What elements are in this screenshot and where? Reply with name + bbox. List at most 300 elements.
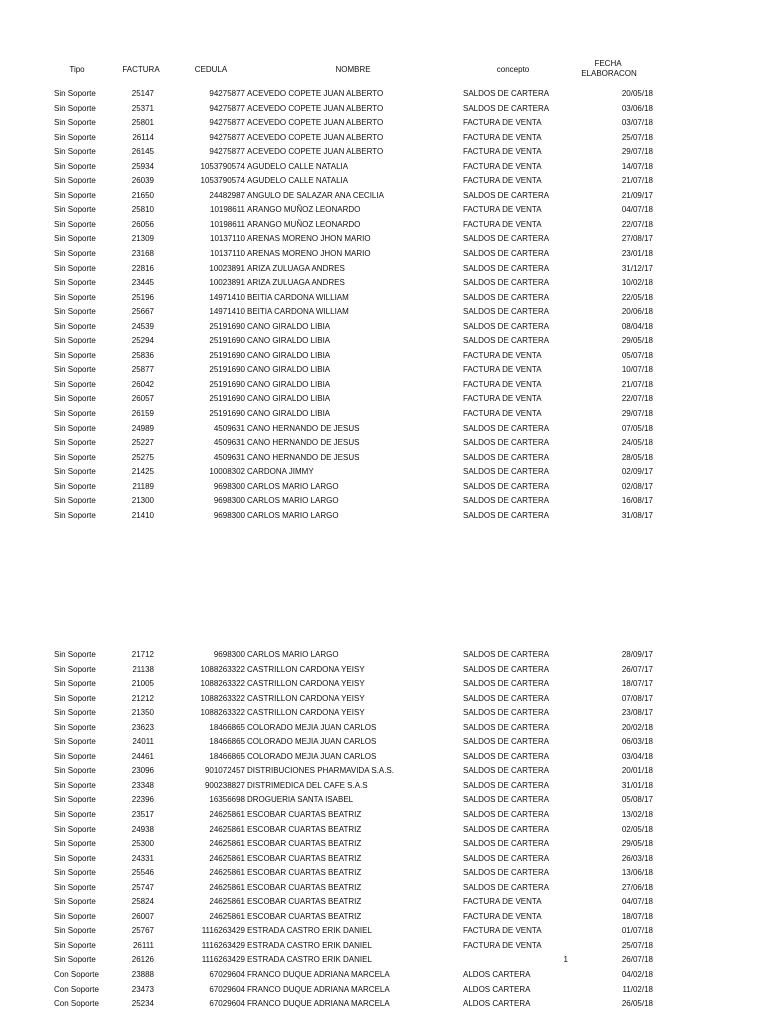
cell-concepto: ALDOS CARTERA <box>463 984 531 994</box>
cell-fecha: 31/08/17 <box>621 510 653 520</box>
table-row <box>0 793 768 808</box>
cell-tipo: Sin Soporte <box>54 379 96 389</box>
table-row <box>0 953 768 968</box>
cell-factura: 24461 <box>131 751 154 761</box>
cell-concepto: FACTURA DE VENTA <box>463 147 542 157</box>
cell-nombre: COLORADO MEJIA JUAN CARLOS <box>247 737 377 747</box>
cell-factura: 25810 <box>131 205 154 215</box>
table-row <box>0 392 768 407</box>
cell-cedula: 24625861 <box>209 897 245 907</box>
cell-tipo: Sin Soporte <box>54 751 96 761</box>
table-row <box>0 378 768 393</box>
cell-cedula: 18466865 <box>209 737 245 747</box>
cell-cedula: 24482987 <box>209 190 245 200</box>
cell-tipo: Sin Soporte <box>54 205 96 215</box>
cell-tipo: Sin Soporte <box>54 708 96 718</box>
cell-cedula: 1116263429 <box>201 955 245 965</box>
cell-cedula: 25191690 <box>209 336 245 346</box>
table-row <box>0 465 768 480</box>
cell-factura: 26126 <box>131 955 154 965</box>
cell-tipo: Sin Soporte <box>54 897 96 907</box>
cell-nombre: ARANGO MUÑOZ LEONARDO <box>247 205 361 215</box>
cell-nombre: COLORADO MEJIA JUAN CARLOS <box>247 722 377 732</box>
cell-fecha: 18/07/18 <box>621 911 653 921</box>
cell-factura: 25546 <box>131 868 154 878</box>
cell-concepto: FACTURA DE VENTA <box>463 911 542 921</box>
table-row <box>0 305 768 320</box>
cell-concepto: SALDOS DE CARTERA <box>463 278 550 288</box>
cell-fecha: 23/01/18 <box>621 249 653 259</box>
cell-fecha: 29/05/18 <box>621 336 653 346</box>
cell-nombre: ACEVEDO COPETE JUAN ALBERTO <box>247 103 384 113</box>
cell-tipo: Sin Soporte <box>54 766 96 776</box>
cell-concepto: FACTURA DE VENTA <box>463 394 542 404</box>
table-row <box>0 509 768 524</box>
table-row <box>0 436 768 451</box>
table-row <box>0 232 768 247</box>
cell-concepto: FACTURA DE VENTA <box>463 365 542 375</box>
cell-factura: 26111 <box>132 940 154 950</box>
cell-nombre: CANO HERNANDO DE JESUS <box>247 423 360 433</box>
cell-fecha: 25/07/18 <box>621 132 653 142</box>
cell-concepto: SALDOS DE CARTERA <box>463 737 550 747</box>
table-row <box>0 87 768 102</box>
cell-cedula: 24625861 <box>209 810 245 820</box>
cell-cedula: 1088263322 <box>200 693 245 703</box>
cell-cedula: 24625861 <box>209 839 245 849</box>
cell-nombre: ACEVEDO COPETE JUAN ALBERTO <box>247 118 384 128</box>
cell-tipo: Sin Soporte <box>54 452 96 462</box>
cell-nombre: CANO HERNANDO DE JESUS <box>247 438 360 448</box>
cell-nombre: ANGULO DE SALAZAR ANA CECILIA <box>247 190 384 200</box>
header-fecha-line2: ELABORACON <box>581 69 637 78</box>
cell-cedula: 10008302 <box>209 467 245 477</box>
cell-nombre: ESCOBAR CUARTAS BEATRIZ <box>247 911 362 921</box>
cell-nombre: ESCOBAR CUARTAS BEATRIZ <box>247 810 362 820</box>
table-row <box>0 706 768 721</box>
cell-fecha: 28/09/17 <box>621 650 653 659</box>
cell-nombre: ESCOBAR CUARTAS BEATRIZ <box>247 824 362 834</box>
cell-tipo: Sin Soporte <box>54 132 96 142</box>
cell-factura: 22396 <box>131 795 154 805</box>
cell-tipo: Con Soporte <box>54 999 99 1009</box>
cell-cedula: 10023891 <box>209 278 245 288</box>
table-row <box>0 750 768 765</box>
table-row <box>0 823 768 838</box>
cell-concepto: FACTURA DE VENTA <box>463 205 542 215</box>
cell-concepto: FACTURA DE VENTA <box>463 219 542 229</box>
cell-cedula: 25191690 <box>209 409 245 419</box>
cell-factura: 26042 <box>131 379 154 389</box>
header-tipo: Tipo <box>69 65 85 74</box>
cell-fecha: 26/05/18 <box>621 999 653 1009</box>
table-row <box>0 160 768 175</box>
table-row <box>0 247 768 262</box>
table-row <box>0 349 768 364</box>
cell-fecha: 22/07/18 <box>621 394 653 404</box>
cell-concepto: FACTURA DE VENTA <box>463 379 542 389</box>
cell-factura: 23623 <box>131 722 154 732</box>
cell-fecha: 10/02/18 <box>621 278 653 288</box>
cell-cedula: 18466865 <box>209 751 245 761</box>
cell-nombre: CARDONA JIMMY <box>247 467 314 477</box>
cell-factura: 25275 <box>131 452 154 462</box>
table-row <box>0 808 768 823</box>
cell-nombre: CANO GIRALDO LIBIA <box>247 409 331 419</box>
cell-fecha: 26/07/18 <box>621 955 653 965</box>
table-row <box>0 407 768 422</box>
cell-nombre: ESTRADA CASTRO ERIK DANIEL <box>247 940 372 950</box>
cell-cedula: 94275877 <box>209 89 245 98</box>
cell-nombre: FRANCO DUQUE ADRIANA MARCELA <box>247 970 390 980</box>
cell-cedula: 94275877 <box>209 118 245 128</box>
cell-factura: 25371 <box>131 103 154 113</box>
cell-fecha: 08/04/18 <box>621 321 653 331</box>
cell-nombre: ESCOBAR CUARTAS BEATRIZ <box>247 868 362 878</box>
cell-cedula: 94275877 <box>209 103 245 113</box>
cell-factura: 24938 <box>131 824 154 834</box>
cell-concepto: FACTURA DE VENTA <box>463 940 542 950</box>
cell-tipo: Sin Soporte <box>54 219 96 229</box>
table-row <box>0 677 768 692</box>
cell-factura: 25836 <box>131 350 154 360</box>
cell-tipo: Sin Soporte <box>54 839 96 849</box>
cell-nombre: ESTRADA CASTRO ERIK DANIEL <box>247 926 372 936</box>
cell-nombre: CARLOS MARIO LARGO <box>247 510 339 520</box>
cell-fecha: 31/01/18 <box>621 780 653 790</box>
cell-factura: 24331 <box>131 853 154 863</box>
header-nombre: NOMBRE <box>335 65 371 74</box>
table-row <box>0 692 768 707</box>
cell-nombre: ARIZA ZULUAGA ANDRES <box>247 263 345 273</box>
header-fecha-line1: FECHA <box>594 59 622 68</box>
cell-nombre: CANO GIRALDO LIBIA <box>247 394 331 404</box>
cell-nombre: BEITIA CARDONA WILLIAM <box>247 307 349 317</box>
cell-nombre: AGUDELO CALLE NATALIA <box>247 176 349 186</box>
cell-tipo: Sin Soporte <box>54 481 96 491</box>
table-row <box>0 663 768 678</box>
cell-cedula: 1116263429 <box>201 940 245 950</box>
cell-factura: 25196 <box>131 292 154 302</box>
cell-cedula: 67029604 <box>209 999 245 1009</box>
cell-tipo: Sin Soporte <box>54 693 96 703</box>
cell-factura: 23517 <box>131 810 154 820</box>
header-cedula: CEDULA <box>194 65 228 74</box>
cell-factura: 25767 <box>131 926 154 936</box>
cell-fecha: 13/06/18 <box>621 868 653 878</box>
table-row <box>0 997 768 1012</box>
cell-fecha: 07/08/17 <box>621 693 653 703</box>
cell-tipo: Sin Soporte <box>54 176 96 186</box>
cell-fecha: 21/07/18 <box>621 176 653 186</box>
cell-tipo: Sin Soporte <box>54 780 96 790</box>
cell-factura: 21138 <box>132 664 154 674</box>
cell-factura: 25234 <box>131 999 154 1009</box>
cell-concepto: FACTURA DE VENTA <box>463 350 542 360</box>
cell-cedula: 67029604 <box>209 970 245 980</box>
cell-nombre: ARENAS MORENO JHON MARIO <box>247 234 371 244</box>
table-section-top <box>0 87 768 523</box>
cell-fecha: 01/07/18 <box>621 926 653 936</box>
cell-fecha: 05/07/18 <box>621 350 653 360</box>
cell-factura: 25824 <box>131 897 154 907</box>
cell-concepto: SALDOS DE CARTERA <box>463 780 550 790</box>
cell-fecha: 13/02/18 <box>621 810 653 820</box>
cell-cedula: 94275877 <box>209 132 245 142</box>
cell-tipo: Sin Soporte <box>54 650 96 659</box>
cell-fecha: 18/07/17 <box>621 679 653 689</box>
cell-factura: 25747 <box>131 882 154 892</box>
cell-factura: 23888 <box>131 970 154 980</box>
table-row <box>0 203 768 218</box>
cell-tipo: Sin Soporte <box>54 853 96 863</box>
cell-factura: 24011 <box>132 737 154 747</box>
cell-cedula: 10198611 <box>210 219 245 229</box>
cell-factura: 26039 <box>131 176 154 186</box>
cell-cedula: 24625861 <box>209 853 245 863</box>
cell-tipo: Sin Soporte <box>54 307 96 317</box>
cell-cedula: 24625861 <box>209 882 245 892</box>
cell-tipo: Sin Soporte <box>54 321 96 331</box>
cell-cedula: 4509631 <box>213 423 245 433</box>
table-row <box>0 320 768 335</box>
cell-factura: 25227 <box>131 438 154 448</box>
cell-cedula: 25191690 <box>209 379 245 389</box>
cell-concepto: SALDOS DE CARTERA <box>463 839 550 849</box>
cell-cedula: 901072457 <box>204 766 245 776</box>
cell-factura: 25877 <box>131 365 154 375</box>
cell-fecha: 20/01/18 <box>621 766 653 776</box>
cell-concepto: SALDOS DE CARTERA <box>463 868 550 878</box>
cell-nombre: ARIZA ZULUAGA ANDRES <box>247 278 345 288</box>
cell-concepto: SALDOS DE CARTERA <box>463 496 550 506</box>
table-row <box>0 895 768 910</box>
cell-tipo: Sin Soporte <box>54 737 96 747</box>
cell-concepto: ALDOS CARTERA <box>463 970 531 980</box>
cell-tipo: Sin Soporte <box>54 103 96 113</box>
cell-tipo: Sin Soporte <box>54 510 96 520</box>
cell-tipo: Sin Soporte <box>54 234 96 244</box>
cell-factura: 21212 <box>131 693 154 703</box>
cell-tipo: Sin Soporte <box>54 409 96 419</box>
cell-fecha: 20/06/18 <box>621 307 653 317</box>
cell-factura: 26114 <box>132 132 154 142</box>
table-row <box>0 480 768 495</box>
cell-fecha: 23/08/17 <box>621 708 653 718</box>
cell-factura: 24539 <box>131 321 154 331</box>
cell-factura: 26057 <box>131 394 154 404</box>
cell-factura: 26145 <box>131 147 154 157</box>
cell-tipo: Sin Soporte <box>54 722 96 732</box>
cell-tipo: Sin Soporte <box>54 955 96 965</box>
cell-tipo: Sin Soporte <box>54 292 96 302</box>
cell-factura: 23168 <box>131 249 154 259</box>
cell-fecha: 10/07/18 <box>621 365 653 375</box>
cell-cedula: 14971410 <box>209 292 245 302</box>
cell-cedula: 25191690 <box>209 365 245 375</box>
cell-factura: 25667 <box>131 307 154 317</box>
cell-cedula: 10137110 <box>210 249 245 259</box>
cell-fecha: 29/07/18 <box>621 147 653 157</box>
table-row <box>0 881 768 896</box>
cell-nombre: CANO GIRALDO LIBIA <box>247 365 331 375</box>
cell-nombre: CASTRILLON CARDONA YEISY <box>247 708 365 718</box>
cell-fecha: 03/07/18 <box>621 118 653 128</box>
cell-tipo: Sin Soporte <box>54 467 96 477</box>
cell-tipo: Con Soporte <box>54 984 99 994</box>
cell-fecha: 04/07/18 <box>621 205 653 215</box>
cell-concepto: SALDOS DE CARTERA <box>463 234 550 244</box>
cell-nombre: CASTRILLON CARDONA YEISY <box>247 693 365 703</box>
cell-fecha: 24/05/18 <box>621 438 653 448</box>
cell-fecha: 02/05/18 <box>621 824 653 834</box>
table-row <box>0 189 768 204</box>
cell-nombre: CANO GIRALDO LIBIA <box>247 350 331 360</box>
cell-concepto: SALDOS DE CARTERA <box>463 467 550 477</box>
cell-fecha: 21/09/17 <box>621 190 653 200</box>
cell-cedula: 4509631 <box>213 438 245 448</box>
cell-concepto: SALDOS DE CARTERA <box>463 766 550 776</box>
cell-fecha: 26/03/18 <box>621 853 653 863</box>
cell-factura: 25294 <box>131 336 154 346</box>
table-row <box>0 764 768 779</box>
cell-concepto: SALDOS DE CARTERA <box>463 650 550 659</box>
cell-cedula: 25191690 <box>209 350 245 360</box>
cell-nombre: ESCOBAR CUARTAS BEATRIZ <box>247 897 362 907</box>
table-row <box>0 276 768 291</box>
cell-tipo: Sin Soporte <box>54 161 96 171</box>
cell-cedula: 1088263322 <box>200 708 245 718</box>
table-row <box>0 174 768 189</box>
cell-concepto: SALDOS DE CARTERA <box>463 882 550 892</box>
table-row <box>0 145 768 160</box>
cell-concepto: SALDOS DE CARTERA <box>463 438 550 448</box>
cell-tipo: Con Soporte <box>54 970 99 980</box>
table-row <box>0 721 768 736</box>
cell-concepto: SALDOS DE CARTERA <box>463 307 550 317</box>
cell-cedula: 10137110 <box>210 234 245 244</box>
cell-cedula: 900238827 <box>204 780 245 790</box>
cell-factura: 21350 <box>131 708 154 718</box>
cell-cedula: 25191690 <box>209 321 245 331</box>
cell-concepto: SALDOS DE CARTERA <box>463 292 550 302</box>
cell-concepto: FACTURA DE VENTA <box>463 926 542 936</box>
cell-nombre: ESCOBAR CUARTAS BEATRIZ <box>247 882 362 892</box>
cell-fecha: 04/02/18 <box>621 970 653 980</box>
cell-concepto: FACTURA DE VENTA <box>463 118 542 128</box>
cell-fecha: 20/05/18 <box>621 89 653 98</box>
cell-fecha: 14/07/18 <box>621 161 653 171</box>
cell-nombre: AGUDELO CALLE NATALIA <box>247 161 349 171</box>
cell-tipo: Sin Soporte <box>54 147 96 157</box>
cell-fecha: 02/08/17 <box>621 481 653 491</box>
cell-cedula: 1053790574 <box>200 161 245 171</box>
table-row <box>0 451 768 466</box>
cell-nombre: CANO GIRALDO LIBIA <box>247 379 331 389</box>
cell-fecha: 29/05/18 <box>621 839 653 849</box>
cell-factura: 21189 <box>132 481 154 491</box>
cell-nombre: CASTRILLON CARDONA YEISY <box>247 679 365 689</box>
cell-concepto: FACTURA DE VENTA <box>463 409 542 419</box>
cell-concepto: SALDOS DE CARTERA <box>463 249 550 259</box>
cell-concepto: SALDOS DE CARTERA <box>463 679 550 689</box>
cell-fecha: 02/09/17 <box>621 467 653 477</box>
cell-concepto: SALDOS DE CARTERA <box>463 321 550 331</box>
cell-concepto: SALDOS DE CARTERA <box>463 452 550 462</box>
cell-nombre: ACEVEDO COPETE JUAN ALBERTO <box>247 132 384 142</box>
cell-nombre: CANO GIRALDO LIBIA <box>247 336 331 346</box>
cell-factura: 21410 <box>131 510 154 520</box>
cell-tipo: Sin Soporte <box>54 336 96 346</box>
cell-concepto: FACTURA DE VENTA <box>463 161 542 171</box>
cell-nombre: ESTRADA CASTRO ERIK DANIEL <box>247 955 372 965</box>
cell-cedula: 10023891 <box>209 263 245 273</box>
cell-tipo: Sin Soporte <box>54 810 96 820</box>
cell-concepto: SALDOS DE CARTERA <box>463 824 550 834</box>
cell-tipo: Sin Soporte <box>54 423 96 433</box>
cell-concepto: SALDOS DE CARTERA <box>463 708 550 718</box>
cell-nombre: COLORADO MEJIA JUAN CARLOS <box>247 751 377 761</box>
cell-fecha: 03/06/18 <box>621 103 653 113</box>
cell-factura: 21300 <box>131 496 154 506</box>
cell-factura: 22816 <box>131 263 154 273</box>
cell-cedula: 24625861 <box>209 824 245 834</box>
cell-concepto: SALDOS DE CARTERA <box>463 336 550 346</box>
cell-concepto: SALDOS DE CARTERA <box>463 751 550 761</box>
cell-extra: 1 <box>563 955 568 965</box>
cell-concepto: FACTURA DE VENTA <box>463 132 542 142</box>
cell-nombre: CARLOS MARIO LARGO <box>247 481 339 491</box>
cell-factura: 24989 <box>131 423 154 433</box>
cell-nombre: CARLOS MARIO LARGO <box>247 650 339 659</box>
cell-fecha: 28/05/18 <box>621 452 653 462</box>
cell-fecha: 31/12/17 <box>621 263 653 273</box>
cell-fecha: 27/06/18 <box>621 882 653 892</box>
cell-nombre: BEITIA CARDONA WILLIAM <box>247 292 349 302</box>
cell-fecha: 29/07/18 <box>621 409 653 419</box>
cell-tipo: Sin Soporte <box>54 350 96 360</box>
cell-cedula: 9698300 <box>213 481 245 491</box>
cell-concepto: SALDOS DE CARTERA <box>463 693 550 703</box>
cell-fecha: 05/08/17 <box>621 795 653 805</box>
cell-factura: 21650 <box>131 190 154 200</box>
table-row <box>0 735 768 750</box>
cell-tipo: Sin Soporte <box>54 824 96 834</box>
cell-nombre: ESCOBAR CUARTAS BEATRIZ <box>247 839 362 849</box>
cell-factura: 25147 <box>131 89 154 98</box>
cell-cedula: 94275877 <box>209 147 245 157</box>
table-row <box>0 968 768 983</box>
cell-factura: 21712 <box>131 650 154 659</box>
table-row <box>0 262 768 277</box>
header-concepto: concepto <box>496 65 530 74</box>
table-row <box>0 334 768 349</box>
table-row <box>0 983 768 998</box>
cell-tipo: Sin Soporte <box>54 911 96 921</box>
cell-cedula: 14971410 <box>209 307 245 317</box>
cell-concepto: SALDOS DE CARTERA <box>463 423 550 433</box>
cell-factura: 21005 <box>131 679 154 689</box>
table-row <box>0 422 768 437</box>
cell-factura: 21425 <box>131 467 154 477</box>
cell-tipo: Sin Soporte <box>54 118 96 128</box>
cell-nombre: FRANCO DUQUE ADRIANA MARCELA <box>247 999 390 1009</box>
cell-factura: 23348 <box>131 780 154 790</box>
cell-nombre: ACEVEDO COPETE JUAN ALBERTO <box>247 89 384 98</box>
cell-fecha: 11/02/18 <box>622 984 653 994</box>
cell-factura: 25934 <box>131 161 154 171</box>
cell-nombre: DISTRIMEDICA DEL CAFE S.A.S <box>247 780 368 790</box>
